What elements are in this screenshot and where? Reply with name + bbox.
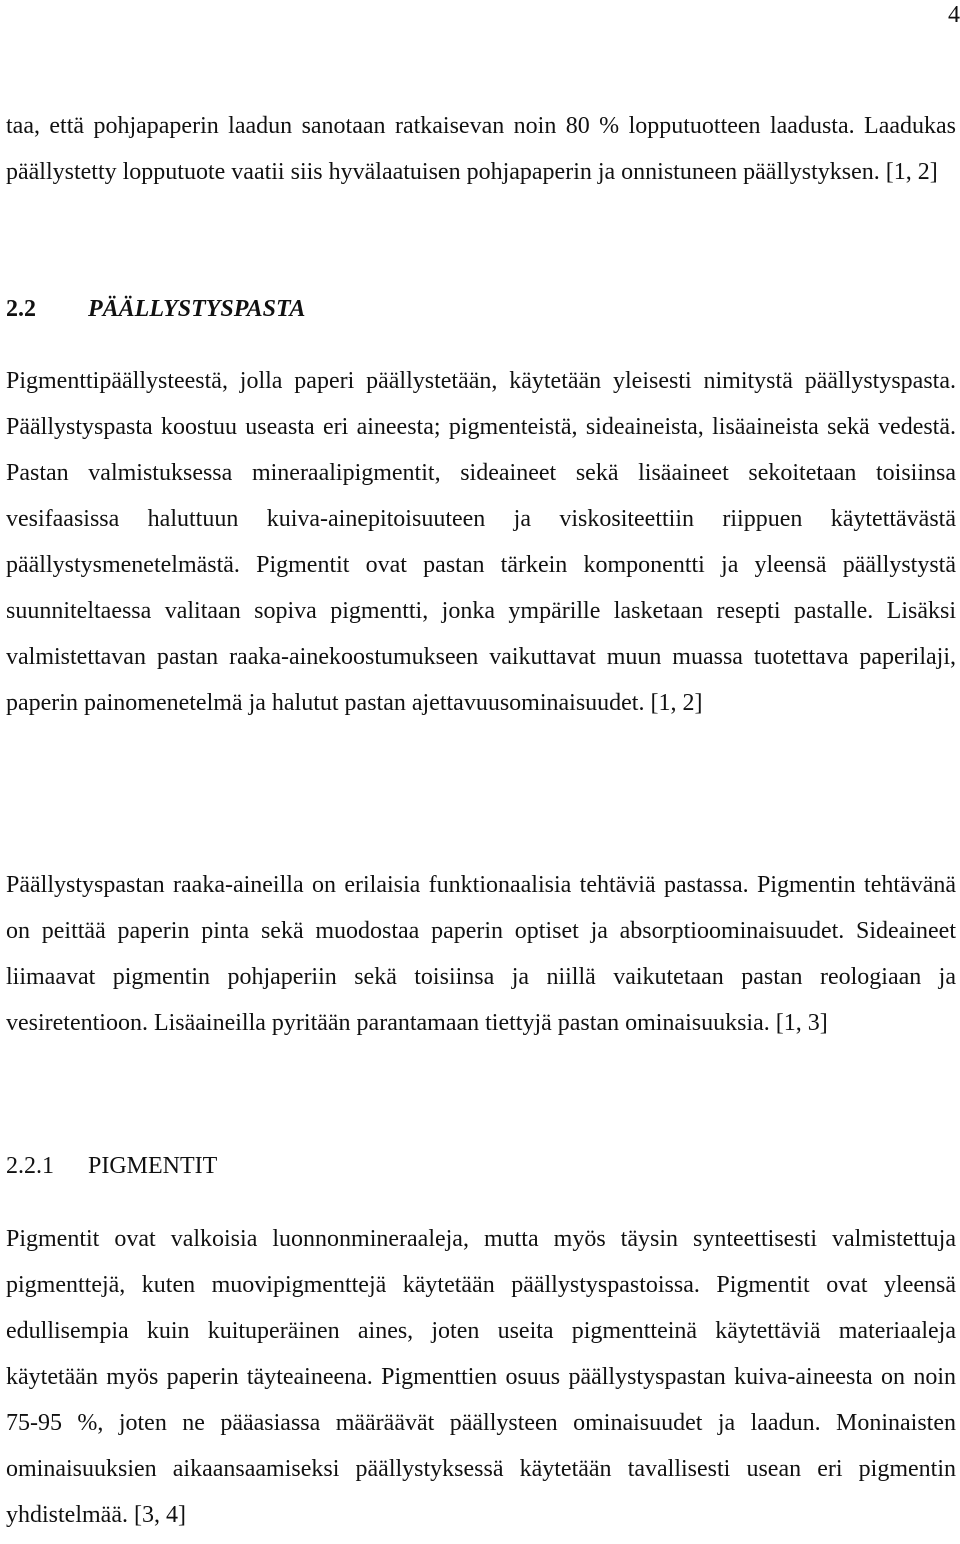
section-heading-2-2 xyxy=(6,286,305,332)
section-heading-2-2-1 xyxy=(6,1143,217,1189)
page-number: 4 xyxy=(948,2,960,28)
section-number: 2.2 xyxy=(6,296,36,322)
paragraph-pigments: Pigmentit ovat valkoisia luonnonmineraaleja, mutta myös täysin synteettisesti valmistettuja pigmenttejä, kuten muovipigmenttejä käytetään päällystyspastoissa. Pigmentit ovat yleensä edullisempia kuin kuituperäinen aines, joten useita pigmentteinä käytettäviä materiaaleja käytetään myös paperin täyteaineena. Pigmenttien osuus päällystyspastan kuiva-aineesta on noin 75-95 %, joten ne pääasiassa määräävät päällysteen ominaisuudet ja laadun. Moninaisten ominaisuuksien aikaansaamiseksi päällystyksessä käytetään tavallisesti usean eri pigmentin yhdistelmää. [3, 4] xyxy=(6,1226,956,1528)
paragraph-raw-material-functions: Päällystyspastan raaka-aineilla on erilaisia funktionaalisia tehtäviä pastassa. Pigmentin tehtävänä on peittää paperin pinta sekä muodostaa paperin optiset ja absorptioominaisuudet. Sideaineet liimaavat pigmentin pohjaperiin sekä toisiinsa ja niillä vaikutetaan pastan reologiaan ja vesiretentioon. Lisäaineilla pyritään parantamaan tiettyjä pastan ominaisuuksia. [1, 3] xyxy=(6,872,956,1036)
section-title: PIGMENTIT xyxy=(88,1153,218,1179)
section-number: 2.2.1 xyxy=(6,1153,54,1179)
paragraph-intro: taa, että pohjapaperin laadun sanotaan ratkaisevan noin 80 % lopputuotteen laadusta. Laadukas päällystetty lopputuote vaatii siis hyvälaatuisen pohjapaperin ja onnistuneen päällystyksen. [1, 2] xyxy=(6,113,956,185)
section-title: PÄÄLLYSTYSPASTA xyxy=(88,296,306,322)
paragraph-coating-paste-composition: Pigmenttipäällysteestä, jolla paperi päällystetään, käytetään yleisesti nimitystä päällystyspasta. Päällystyspasta koostuu useasta eri aineesta; pigmenteistä, sideaineista, lisäaineista sekä vedestä. Pastan valmistuksessa mineraalipigmentit, sideaineet sekä lisäaineet sekoitetaan toisiinsa vesifaasissa haluttuun kuiva-ainepitoisuuteen ja viskositeettiin riippuen käytettävästä päällystysmenetelmästä. Pigmentit ovat pastan tärkein komponentti ja yleensä päällystystä suunniteltaessa valitaan sopiva pigmentti, jonka ympärille lasketaan resepti pastalle. Lisäksi valmistettavan pastan raaka-ainekoostumukseen vaikuttavat muun muassa tuotettava paperilaji, paperin painomenetelmä ja halutut pastan ajettavuusominaisuudet. [1, 2] xyxy=(6,368,956,716)
